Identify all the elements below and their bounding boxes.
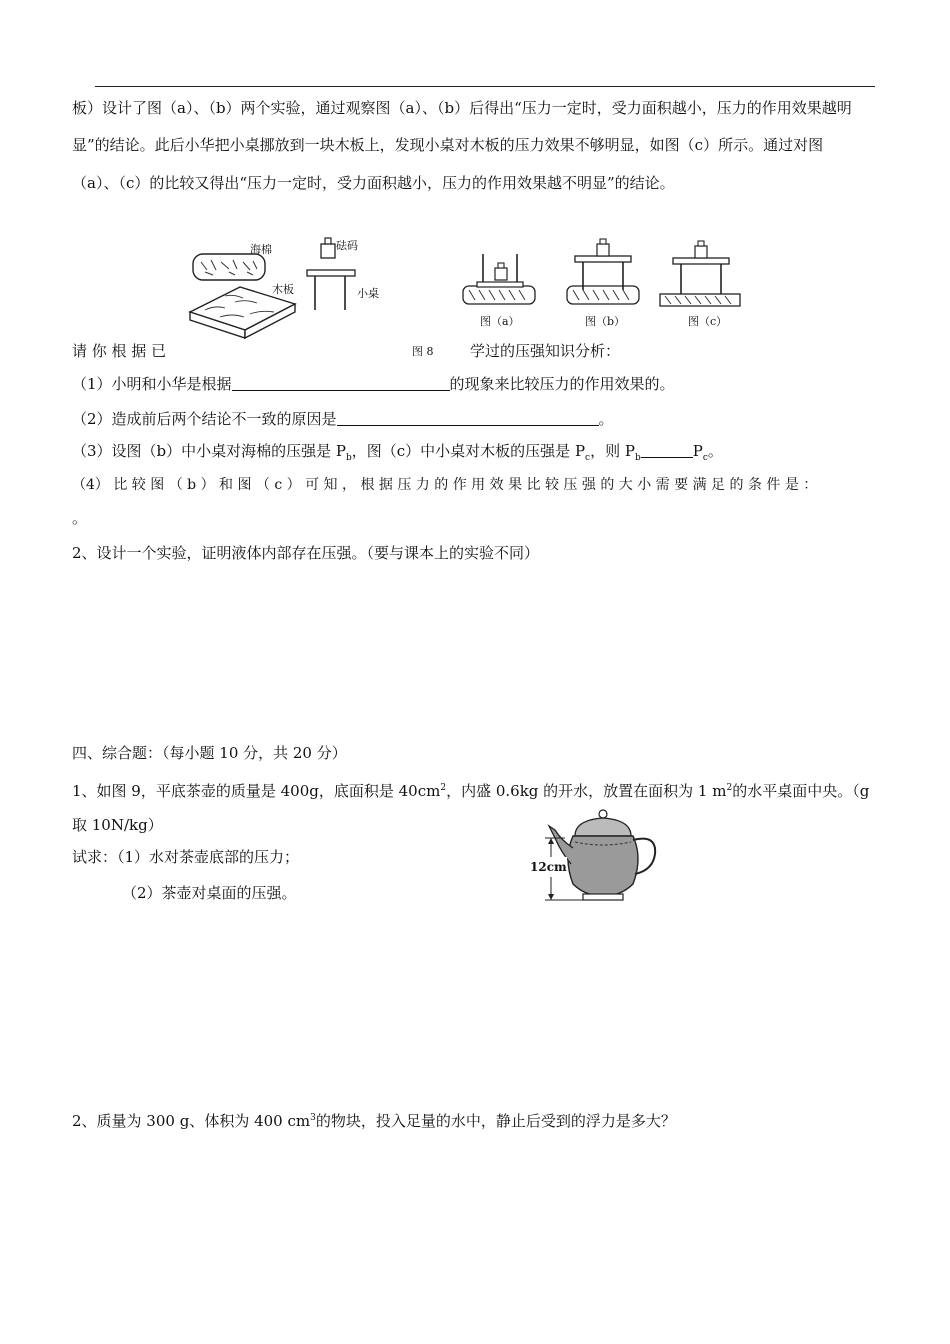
weight-illustration <box>321 238 335 258</box>
problem-1-ask-1: 试求：（1）水对茶壶底部的压力； <box>72 848 300 866</box>
question-item-2: 2、设计一个实验，证明液体内部存在压强。（要与课本上的实验不同） <box>72 544 540 562</box>
header-rule <box>95 86 875 87</box>
teapot-illustration <box>549 810 655 900</box>
figure-caption: 图 8 <box>412 345 434 358</box>
experiment-a <box>463 254 535 304</box>
label-board: 木板 <box>272 283 294 296</box>
paragraph-line-2: 显”的结论。此后小华把小桌挪放到一块木板上，发现小桌对木板的压力效果不够明显，如图（c）所示。通过对图 <box>72 136 824 154</box>
section-4-title: 四、综合题：（每小题 10 分，共 20 分） <box>72 744 347 762</box>
problem-2: 2、质量为 300 g、体积为 400 $cm^3$的物块，投入足量的水中，静止后受到的浮力是多大？ <box>72 1112 676 1130</box>
question-1: （1）小明和小华是根据 的现象来比较压力的作用效果的。 <box>72 375 675 393</box>
label-table: 小桌 <box>357 287 379 300</box>
label-fig-c: 图（c） <box>688 315 728 328</box>
experiment-c <box>660 241 740 306</box>
experiment-b <box>567 239 639 304</box>
label-sponge: 海棉 <box>250 243 272 256</box>
question-3: （3）设图（b）中小桌对海棉的压强是 $P_b$，图（c）中小桌对木板的压强是 $P_c$，则 $P_b$ $P_c$。 <box>72 442 723 463</box>
label-fig-b: 图（b） <box>585 315 626 328</box>
question-4-end: 。 <box>72 509 88 527</box>
answer-blank-1[interactable] <box>232 375 450 391</box>
questions-intro-left: 请 你 根 据 已 <box>72 342 167 360</box>
answer-blank-3[interactable] <box>641 442 693 458</box>
label-fig-a: 图（a） <box>480 315 520 328</box>
teapot-figure <box>525 808 665 904</box>
answer-blank-2[interactable] <box>337 410 599 426</box>
small-table-illustration <box>307 270 355 310</box>
label-weight: 砝码 <box>336 239 358 252</box>
question-4: （4） 比 较 图 （ b ） 和 图 （ c ） 可 知 ， 根 据 压 力 的 作 用 效 果 比 较 压 强 的 大 小 需 要 满 足 的 条 件 是 ： <box>72 477 818 493</box>
paragraph-line-3: （a）、（c）的比较又得出“压力一定时，受力面积越小，压力的作用效果越不明显”的结论。 <box>72 174 675 192</box>
problem-1-line-2: 取 10N/kg） <box>72 816 163 834</box>
paragraph-line-1: 板）设计了图（a）、（b）两个实验，通过观察图（a）、（b）后得出“压力一定时，受力面积越小，压力的作用效果越明 <box>72 99 852 117</box>
problem-1-ask-2: （2）茶壶对桌面的压强。 <box>122 884 297 902</box>
teapot-height-label: 12cm <box>530 857 567 877</box>
questions-intro-right: 学过的压强知识分析： <box>470 342 621 360</box>
problem-1-line-1: 1、如图 9，平底茶壶的质量是 400g，底面积是 $40cm^2$，内盛 0.6kg 的开水，放置在面积为 1 $m^2$的水平桌面中央。（g <box>72 782 870 800</box>
question-2: （2）造成前后两个结论不一致的原因是 。 <box>72 410 614 428</box>
figure-8-experiments <box>455 232 755 312</box>
